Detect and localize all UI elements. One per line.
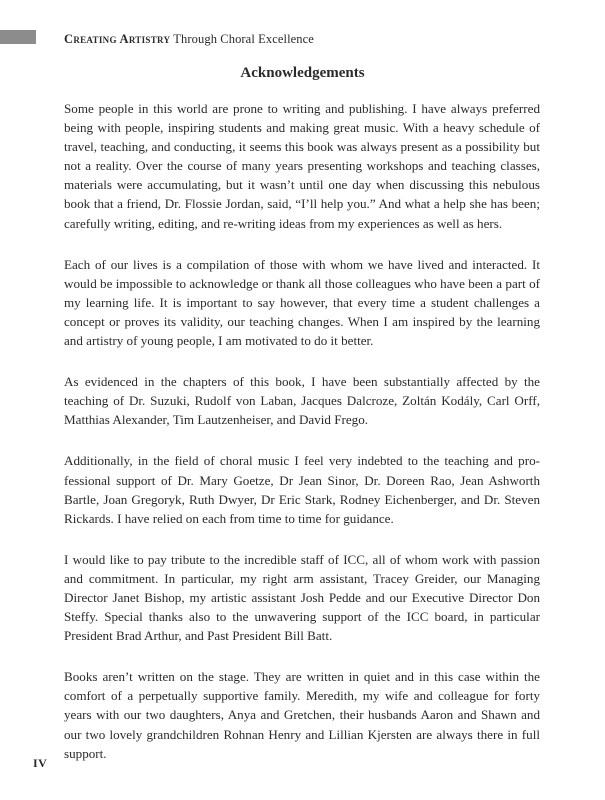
page-number: IV [33,756,48,770]
running-head-rest: Through Choral Excellence [170,32,314,46]
body-text [64,99,540,785]
paragraph: Additionally, in the field of choral music I feel very indebted to the teaching and professional support of Dr. Mary Goetze, Dr Jean Sinor, Dr. Doreen Rao, Jean Ashworth Bartle, Joan Gregoryk, Ruth Dwyer, Dr Eric Stark, Rodney Eichenberger, and Dr. Steven Rickards. I have relied on each from time to time for guidance. [64,453,540,526]
paragraph: Each of our lives is a compilation of those with whom we have lived and interacted. It would be impossible to acknowledge or thank all those colleagues who have been a part of my learning life. It is important to say however, that every time a student challenges a concept or proves its validity, our teaching changes. When I am inspired by the learning and artistry of young people, I am motivated to do it better. [64,256,540,349]
running-head [64,31,314,47]
page-title: Acknowledgements [240,65,365,81]
paragraph: Some people in this world are prone to writing and publishing. I have always preferred being with people, inspiring students and making great music. With a heavy schedule of travel, teaching, and conducting, it seems this book was always present as a possibility but not a reality. Over the course of many years presenting workshops and teaching classes, materials were accumulating, but it wasn’t until one day when discussing this nebulous book that a friend, Dr. Flossie Jordan, said, “I’ll help you.” And what a help she has been; carefully writing, editing, and re-writing ideas from my experiences as well as hers. [64,101,540,231]
header-bar [0,30,36,44]
paragraph: As evidenced in the chapters of this book, I have been substantially affected by the teaching of Dr. Suzuki, Rudolf von Laban, Jacques Dalcroze, Zoltán Kodály, Carl Orff, Matthias Alexander, Tim Lautzenheiser, and David Frego. [64,374,540,428]
running-head-caps: Creating Artistry [64,32,171,46]
paragraph: I would like to pay tribute to the incredible staff of ICC, all of whom work with passion and commitment. In particular, my right arm assistant, Tracey Greider, our Managing Director Janet Bishop, my artistic assistant Josh Pedde and our Executive Director Don Steffy. Special thanks also to the unwavering support of the ICC board, in particular President Brad Arthur, and Past President Bill Batt. [64,551,540,644]
paragraph: Books aren’t written on the stage. They are written in quiet and in this case within the comfort of a perpetually supportive family. Meredith, my wife and colleague for forty years with our two daughters, Anya and Gretchen, their husbands Aaron and Shawn and our two lovely grandchildren Rohnan Henry and Lillian Kjersten are always there in full support. [64,669,540,761]
